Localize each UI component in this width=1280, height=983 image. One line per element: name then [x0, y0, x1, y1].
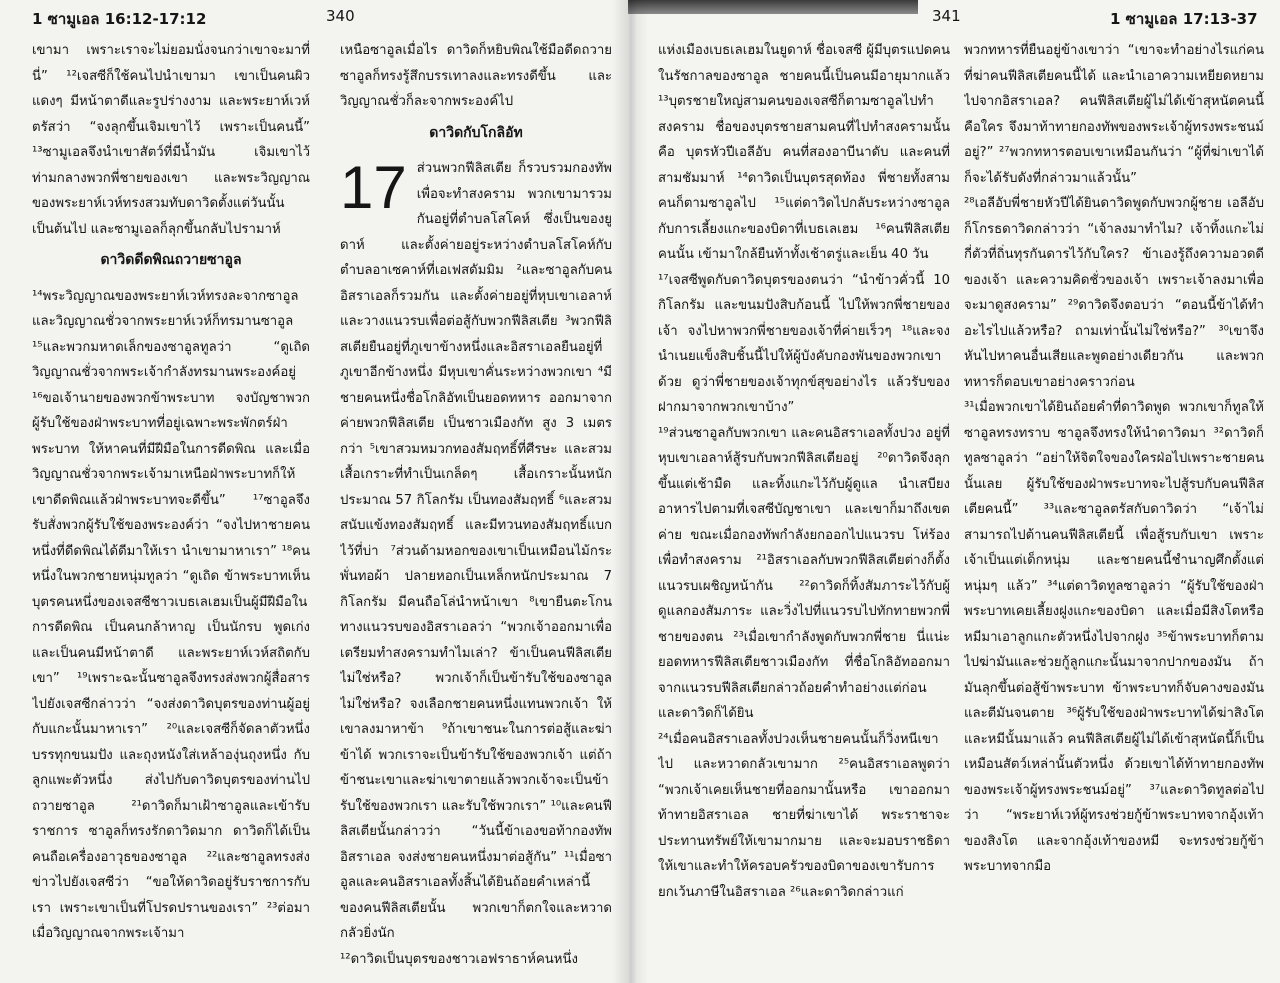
left-page-number: 340 [326, 7, 355, 25]
verse-paragraph: ¹⁷เจสซีพูดกับดาวิดบุตรของตนว่า “นำข้าวคั่วนี้ 10 กิโลกรัม และขนมปังสิบก้อนนี้ ไปให้พวกพี่ชายของเจ้า จงไปหาพวกพี่ชายของเจ้าที่ค่ายเร็วๆ ¹⁸และจงนำเนยแข็งสิบชิ้นนี้ไปให้ผู้บังคับกองพันของพวกเขาด้วย ดูว่าพี่ชายของเจ้าทุกข์สุขอย่างไร แล้วรับของฝากมาจากพวกเขาบ้าง” [658, 272, 950, 415]
verse-paragraph: ¹²ดาวิดเป็นบุตรของชาวเอฟราธาห์คนหนึ่ง [340, 951, 578, 967]
chapter-number: 17 [340, 154, 407, 221]
book-top-edge [628, 0, 918, 14]
right-page [630, 0, 1280, 983]
verse-paragraph: ³¹เมื่อพวกเขาได้ยินถ้อยคำที่ดาวิดพูด พวกเขาก็ทูลให้ซาอูลทรงทราบ ซาอูลจึงทรงให้นำดาวิดมา ³²ดาวิดก็ทูลซาอูลว่า “อย่าให้จิตใจของใครฝ่อไปเพราะชายคนนั้นเลย ผู้รับใช้ของฝ่าพระบาทจะไปสู้รบกับคนฟีลิสเตียคนนี้” ³³และซาอูลตรัสกับดาวิดว่า “เจ้าไม่สามารถไปต้านคนฟีลิสเตียนี้ เพื่อสู้รบกับเขา เพราะเจ้าเป็นแต่เด็กหนุ่ม และชายคนนี้ชำนาญศึกตั้งแต่หนุ่มๆ แล้ว” ³⁴แต่ดาวิดทูลซาอูลว่า “ผู้รับใช้ของฝ่าพระบาทเคยเลี้ยงฝูงแกะของบิดา และเมื่อมีสิงโตหรือหมีมาเอาลูกแกะตัวหนึ่งไปจากฝูง ³⁵ข้าพระบาทก็ตามไปฆ่ามันและช่วยกู้ลูกแกะนั้นมาจากปากของมัน ถ้ามันลุกขึ้นต่อสู้ข้าพระบาท ข้าพระบาทก็จับคางของมัน และตีมันจนตาย ³⁶ผู้รับใช้ของฝ่าพระบาทได้ฆ่าสิงโตและหมีนั้นมาแล้ว คนฟีลิสเตียผู้ไม่ได้เข้าสุหนัตนี้ก็เป็นเหมือนสัตว์เหล่านั้นตัวหนึ่ง ด้วยเขาได้ท้าทายกองทัพของพระเจ้าผู้ทรงพระชนม์อยู่” ³⁷และดาวิดทูลต่อไปว่า “พระยาห์เวห์ผู้ทรงช่วยกู้ข้าพระบาทจากอุ้งเท้าของสิงโต และจากอุ้งเท้าของหมี จะทรงช่วยกู้ข้าพระบาทจากมือ [964, 400, 1264, 874]
left-column-2 [340, 38, 612, 973]
right-page-number: 341 [932, 7, 961, 25]
verse-paragraph: ²⁸เอลีอับพี่ชายหัวปีได้ยินดาวิดพูดกับพวกผู้ชาย เอลีอับก็โกรธดาวิดกล่าวว่า “เจ้าลงมาทำไม? เจ้าทิ้งแกะไม่กี่ตัวที่ถิ่นทุรกันดารไว้กับใคร? ข้าเองรู้ถึงความอวดดีของเจ้า และความคิดชั่วของเจ้า เพราะเจ้าลงมาเพื่อจะมาดูสงคราม” ²⁹ดาวิดจึงตอบว่า “ตอนนี้ข้าได้ทำอะไรไปแล้วหรือ? ถามเท่านั้นไม่ใช่หรือ?” ³⁰เขาจึงหันไปหาคนอื่นเสียและพูดอย่างเดียวกัน และพวกทหารก็ตอบเขาอย่างคราวก่อน [964, 196, 1264, 390]
right-column-2 [964, 38, 1264, 973]
verse-paragraph: เขามา เพราะเราจะไม่ยอมนั่งจนกว่าเขาจะมาที่นี่” ¹²เจสซีก็ใช้คนไปนำเขามา เขาเป็นคนผิวแดงๆ มีหน้าตาดีและรูปร่างงาม และพระยาห์เวห์ตรัสว่า “จงลุกขึ้นเจิมเขาไว้ เพราะเป็นคนนี้” ¹³ซามูเอลจึงนำเขาสัตว์ที่มีน้ำมัน เจิมเขาไว้ท่ามกลางพวกพี่ชายของเขา และพระวิญญาณของพระยาห์เวห์ทรงสวมทับดาวิดตั้งแต่วันนั้นเป็นต้นไป และซามูเอลก็ลุกขึ้นกลับไปรามาห์ [32, 43, 310, 237]
verse-paragraph: พวกทหารที่ยืนอยู่ข้างเขาว่า “เขาจะทำอย่างไรแก่คนที่ฆ่าคนฟีลิสเตียคนนี้ได้ และนำเอาความเหยียดหยามไปจากอิสราเอล? คนฟีลิสเตียผู้ไม่ได้เข้าสุหนัตคนนี้คือใคร จึงมาท้าทายกองทัพของพระเจ้าผู้ทรงพระชนม์อยู่?” ²⁷พวกทหารตอบเขาเหมือนกันว่า “ผู้ที่ฆ่าเขาได้ก็จะได้รับดังที่กล่าวมาแล้วนั้น” [964, 43, 1264, 186]
verse-paragraph: ¹⁹ส่วนซาอูลกับพวกเขา และคนอิสราเอลทั้งปวง อยู่ที่หุบเขาเอลาห์สู้รบกับพวกฟีลิสเตียอยู่ ²⁰ดาวิดจึงลุกขึ้นแต่เช้ามืด และทิ้งแกะไว้กับผู้ดูแล นำเสบียงอาหารไปตามที่เจสซีบัญชาเขา และเขาก็มาถึงเขตค่าย ขณะเมื่อกองทัพกำลังยกออกไปแนวรบ โห่ร้องเพื่อทำสงคราม ²¹อิสราเอลกับพวกฟีลิสเตียต่างก็ตั้งแนวรบเผชิญหน้ากัน ²²ดาวิดก็ทิ้งสัมภาระไว้กับผู้ดูแลกองสัมภาระ และวิ่งไปที่แนวรบไปทักทายพวกพี่ชายของตน ²³เมื่อเขากำลังพูดกับพวกพี่ชาย นี่แน่ะ ยอดทหารฟีลิสเตียชาวเมืองกัท ที่ชื่อโกลิอัทออกมาจากแนวรบฟีลิสเตียกล่าวถ้อยคำทำอย่างเเต่ก่อนและดาวิดก็ได้ยิน [658, 425, 950, 721]
chapter-paragraph [340, 156, 612, 947]
verse-paragraph: แห่งเมืองเบธเลเฮมในยูดาห์ ชื่อเจสซี ผู้มีบุตรแปดคน ในรัชกาลของซาอูล ชายคนนี้เป็นคนมีอายุมากแล้ว ¹³บุตรชายใหญ่สามคนของเจสซีก็ตามซาอูลไปทำสงคราม ชื่อของบุตรชายสามคนที่ไปทำสงครามนั้นคือ บุตรหัวปีเอลีอับ คนที่สองอาบีนาดับ และคนที่สามชัมมาห์ ¹⁴ดาวิดเป็นบุตรสุดท้อง พี่ชายทั้งสามคนก็ตามซาอูลไป ¹⁵แต่ดาวิดไปกลับระหว่างซาอูลกับการเลี้ยงแกะของบิดาที่เบธเลเฮม ¹⁶คนฟีลิสเตียคนนั้น เข้ามาใกล้ยืนท้าทั้งเช้าตรู่และเย็น 40 วัน [658, 43, 950, 262]
section-heading: ดาวิดดีดพิณถวายซาอูล [100, 252, 242, 268]
verse-paragraph: ²⁴เมื่อคนอิสราเอลทั้งปวงเห็นชายคนนั้นก็วิ่งหนีเขาไป และหวาดกลัวเขามาก ²⁵คนอิสราเอลพูดว่า “พวกเจ้าเคยเห็นชายที่ออกมานั้นหรือ เขาออกมาท้าทายอิสราเอล ชายที่ฆ่าเขาได้ พระราชาจะประทานทรัพย์ให้เขามากมาย และจะมอบราชธิดาให้เขาและทำให้ครอบครัวของบิดาของเขารับการยกเว้นภาษีในอิสราเอล ²⁶และดาวิดกล่าวแก่ [658, 731, 950, 900]
section-heading: ดาวิดกับโกลิอัท [429, 124, 523, 141]
left-running-header: 1 ซามูเอล 16:12-17:12 [32, 10, 207, 28]
verse-paragraph: เหนือซาอูลเมื่อไร ดาวิดก็หยิบพิณใช้มือดีดถวาย ซาอูลก็ทรงรู้สึกบรรเทาลงและทรงดีขึ้น และวิญญาณชั่วก็ละจากพระองค์ไป [340, 43, 612, 109]
verse-text: ส่วนพวกฟีลิสเตีย ก็รวบรวมกองทัพเพื่อจะทำสงคราม พวกเขามารวมกันอยู่ที่ตำบลโสโคห์ ซึ่งเป็นของยูดาห์ และตั้งค่ายอยู่ระหว่างตำบลโสโคห์กับตำบลอาเซคาห์ที่เอเฟสดัมมิม ²และซาอูลกับคนอิสราเอลก็รวมกัน และตั้งค่ายอยู่ที่หุบเขาเอลาห์ และวางแนวรบเพื่อต่อสู้กับพวกฟีลิสเตีย ³พวกฟีลิสเตียยืนอยู่ที่ภูเขาข้างหนึ่งและอิสราเอลยืนอยู่ที่ภูเขาอีกข้างหนึ่ง มีหุบเขาคั่นระหว่างพวกเขา ⁴มีชายคนหนึ่งชื่อโกลิอัทเป็นยอดทหาร ออกมาจากค่ายพวกฟีลิสเตีย เป็นชาวเมืองกัท สูง 3 เมตรกว่า ⁵เขาสวมหมวกทองสัมฤทธิ์ที่ศีรษะ และสวมเสื้อเกราะที่ทำเป็นเกล็ดๆ เสื้อเกราะนั้นหนักประมาณ 57 กิโลกรัม เป็นทองสัมฤทธิ์ ⁶และสวมสนับแข้งทองสัมฤทธิ์ และมีทวนทองสัมฤทธิ์แบกไว้ที่บ่า ⁷ส่วนด้ามหอกของเขาเป็นเหมือนไม้กระพั่นทอผ้า ปลายหอกเป็นเหล็กหนักประมาณ 7 กิโลกรัม มีคนถือโล่นำหน้าเขา ⁸เขายืนตะโกนทางแนวรบของอิสราเอลว่า “พวกเจ้าออกมาเพื่อเตรียมทำสงครามทำไมเล่า? ข้าเป็นคนฟีลิสเตียไม่ใช่หรือ? พวกเจ้าก็เป็นข้ารับใช้ของซาอูลไม่ใช่หรือ? จงเลือกชายคนหนึ่งแทนพวกเจ้า ให้เขาลงมาหาข้า ⁹ถ้าเขาชนะในการต่อสู้และฆ่าข้าได้ พวกเราจะเป็นข้ารับใช้ของพวกเจ้า แต่ถ้าข้าชนะเขาและฆ่าเขาตายแล้วพวกเจ้าจะเป็นข้ารับใช้ของพวกเรา และรับใช้พวกเรา” ¹⁰และคนฟีลิสเตียนั้นกล่าวว่า “วันนี้ข้าเองขอท้ากองทัพอิสราเอล จงส่งชายคนหนึ่งมาต่อสู้กัน” ¹¹เมื่อซาอูลและคนอิสราเอลทั้งสิ้นได้ยินถ้อยคำเหล่านี้ของคนฟีลิสเตียนั้น พวกเขาก็ตกใจและหวาดกลัวยิ่งนัก [340, 161, 612, 941]
right-running-header: 1 ซามูเอล 17:13-37 [1110, 10, 1258, 28]
verse-paragraph: ¹⁴พระวิญญาณของพระยาห์เวห์ทรงละจากซาอูล และวิญญาณชั่วจากพระยาห์เวห์ก็ทรมานซาอูล ¹⁵และพวกมหาดเล็กของซาอูลทูลว่า “ดูเถิด วิญญาณชั่วจากพระเจ้ากำลังทรมานพระองค์อยู่ ¹⁶ขอเจ้านายของพวกข้าพระบาท จงบัญชาพวกผู้รับใช้ของฝ่าพระบาทที่อยู่เฉพาะพระพักตร์ฝ่าพระบาท ให้หาคนที่มีฝีมือในการดีดพิณ และเมื่อวิญญาณชั่วจากพระเจ้ามาเหนือฝ่าพระบาทก็ให้เขาดีดพิณแล้วฝ่าพระบาทจะดีขึ้น” ¹⁷ซาอูลจึงรับสั่งพวกผู้รับใช้ของพระองค์ว่า “จงไปหาชายคนหนึ่งที่ดีดพิณได้ดีมาให้เรา นำเขามาหาเรา” ¹⁸คนหนึ่งในพวกชายหนุ่มทูลว่า “ดูเถิด ข้าพระบาทเห็นบุตรคนหนึ่งของเจสซีชาวเบธเลเฮมเป็นผู้มีฝีมือในการดีดพิณ เป็นคนกล้าหาญ เป็นนักรบ พูดเก่ง และเป็นคนมีหน้าตาดี และพระยาห์เวห์สถิตกับเขา” ¹⁹เพราะฉะนั้นซาอูลจึงทรงส่งพวกผู้สื่อสารไปยังเจสซีกล่าวว่า “จงส่งดาวิดบุตรของท่านผู้อยู่กับแกะนั้นมาหาเรา” ²⁰และเจสซีก็จัดลาตัวหนึ่งบรรทุกขนมปัง และถุงหนังใส่เหล้าองุ่นถุงหนึ่ง กับลูกแพะตัวหนึ่ง ส่งไปกับดาวิดบุตรของท่านไปถวายซาอูล ²¹ดาวิดก็มาเฝ้าซาอูลและเข้ารับราชการ ซาอูลก็ทรงรักดาวิดมาก ดาวิดก็ได้เป็นคนถือเครื่องอาวุธของซาอูล ²²และซาอูลทรงส่งข่าวไปยังเจสซีว่า “ขอให้ดาวิดอยู่รับราชการกับเรา เพราะเขาเป็นที่โปรดปรานของเรา” ²³ต่อมาเมื่อวิญญาณจากพระเจ้ามา [32, 288, 310, 941]
right-column-1 [658, 38, 950, 973]
left-column-1 [32, 38, 310, 973]
left-page [0, 0, 630, 983]
